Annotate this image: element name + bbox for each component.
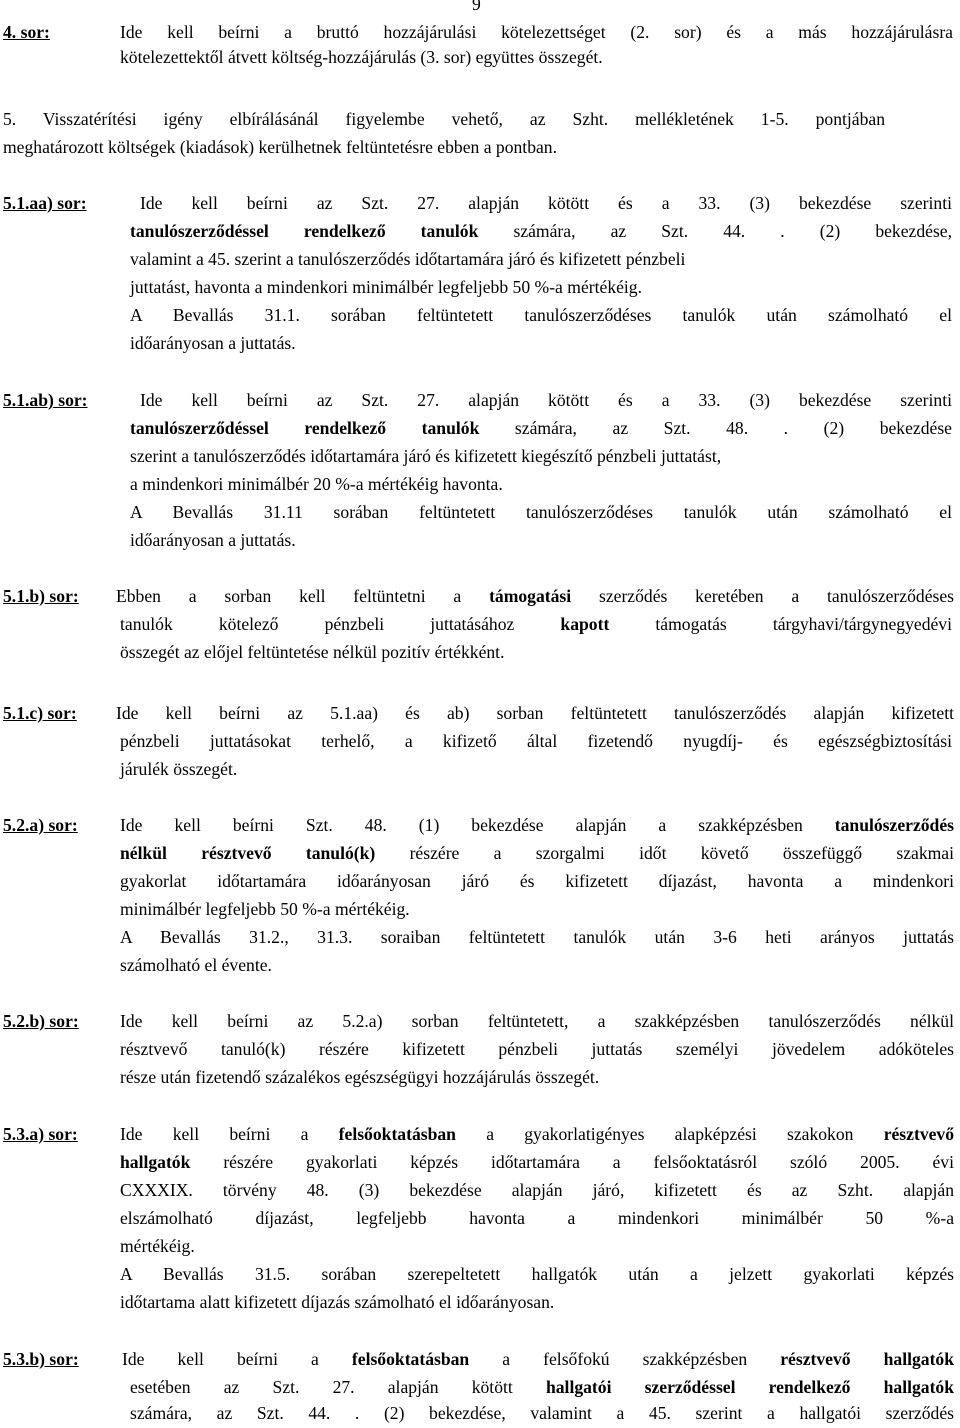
text-line: része után fizetendő százalékos egészségügyi hozzájárulás összegét. <box>120 1067 600 1087</box>
text-line: összegét az előjel feltüntetése nélkül pozitív értékként. <box>120 642 505 662</box>
text-line: minimálbér legfeljebb 50 %-a mértékéig. <box>120 899 410 919</box>
text-line: a mindenkori minimálbér 20 %-a mértékéig havonta. <box>130 474 503 494</box>
text-line <box>130 1377 954 1398</box>
text-line: résztvevő tanuló(k) részére kifizetett pénzbeli juttatás személyi jövedelem adóköteles <box>120 1039 954 1059</box>
text-line <box>120 815 954 836</box>
text-line <box>130 418 952 439</box>
section-label-5-2-b: 5.2.b) sor: <box>3 1011 79 1031</box>
text-line: meghatározott költségek (kiadások) kerülhetnek feltüntetésre ebben a pontban. <box>3 137 557 157</box>
text-line: időarányosan a juttatás. <box>130 333 296 353</box>
text-line: kötelezettektől átvett költség-hozzájárulás (3. sor) együttes összegét. <box>120 47 603 67</box>
bold-phrase: tanulószerződés <box>834 815 954 835</box>
text-line: valamint a 45. szerint a tanulószerződés időtartamára járó és kifizetett pénzbeli <box>130 249 686 269</box>
text-line: gyakorlat időtartamára időarányosan járó és kifizetett díjazást, havonta a mindenkori <box>120 871 954 891</box>
bold-phrase: nélkül résztvevő tanuló(k) <box>120 843 376 863</box>
bold-phrase: résztvevő hallgatók <box>780 1349 955 1369</box>
section-label-5-1-aa: 5.1.aa) sor: <box>3 193 87 213</box>
text-segment: Ide kell beírni a <box>120 1124 309 1144</box>
bold-phrase: felsőoktatásban <box>351 1349 470 1369</box>
text-segment: esetében az Szt. 27. alapján kötött <box>130 1377 513 1397</box>
text-line: elszámolható díjazást, legfeljebb havonta a mindenkori minimálbér 50 %-a <box>120 1208 954 1228</box>
text-segment: tanulók kötelező pénzbeli juttatásához <box>120 614 515 634</box>
text-line <box>116 586 954 607</box>
section-label-5-1-b: 5.1.b) sor: <box>3 586 79 606</box>
text-line: Ide kell beírni a bruttó hozzájárulási kötelezettséget (2. sor) és a más hozzájárulásra <box>120 22 953 42</box>
text-segment: Ebben a sorban kell feltüntetni a <box>116 586 462 606</box>
text-line: A Bevallás 31.2., 31.3. soraiban feltüntetett tanulók után 3-6 heti arányos juttatás <box>120 927 954 947</box>
text-line <box>120 1152 954 1173</box>
text-line: pénzbeli juttatásokat terhelő, a kifizető által fizetendő nyugdíj- és egészségbiztosítási <box>120 731 952 751</box>
bold-phrase: résztvevő <box>883 1124 955 1144</box>
bold-phrase: kapott <box>560 614 610 634</box>
text-line <box>130 221 952 242</box>
text-line <box>122 1349 954 1370</box>
text-segment: Ide kell beírni Szt. 48. (1) bekezdése alapján a szakképzésben <box>120 815 803 835</box>
text-segment: Ide kell beírni a <box>122 1349 319 1369</box>
text-segment: a gyakorlatigényes alapképzési szakokon <box>486 1124 854 1144</box>
section-label-5-1-ab: 5.1.ab) sor: <box>3 390 88 410</box>
text-line: számolható el évente. <box>120 955 272 975</box>
text-line: Ide kell beírni az 5.1.aa) és ab) sorban feltüntetett tanulószerződés alapján kifizetett <box>116 703 954 723</box>
text-line: szerint a tanulószerződés időtartamára járó és kifizetett kiegészítő pénzbeli juttatást, <box>130 446 722 466</box>
text-segment: számára, az Szt. 44. . (2) bekezdése, <box>513 221 952 241</box>
text-line <box>120 614 952 635</box>
text-line: Ide kell beírni az 5.2.a) sorban feltüntetett, a szakképzésben tanulószerződés nélkül <box>120 1011 954 1031</box>
text-line: juttatást, havonta a mindenkori minimálbér legfeljebb 50 %-a mértékéig. <box>130 277 643 297</box>
page-number: 9 <box>472 0 481 14</box>
bold-phrase: tanulószerződéssel rendelkező tanulók <box>130 418 480 438</box>
bold-phrase: támogatási <box>489 586 572 606</box>
section-label-4: 4. sor: <box>3 22 50 42</box>
text-line <box>120 843 954 864</box>
text-line <box>120 1124 954 1145</box>
section-label-5-3-a: 5.3.a) sor: <box>3 1124 78 1144</box>
text-line: időarányosan a juttatás. <box>130 530 296 550</box>
text-segment: szerződés keretében a tanulószerződéses <box>598 586 955 606</box>
text-segment: részére a szorgalmi időt követő összefüggő szakmai <box>409 843 954 863</box>
text-segment: számára, az Szt. 48. . (2) bekezdése <box>514 418 952 438</box>
text-line: Ide kell beírni az Szt. 27. alapján kötött és a 33. (3) bekezdése szerinti <box>140 390 952 410</box>
text-line: CXXXIX. törvény 48. (3) bekezdése alapján járó, kifizetett és az Szht. alapján <box>120 1180 954 1200</box>
section-label-5-3-b: 5.3.b) sor: <box>3 1349 79 1369</box>
text-line: 5. Visszatérítési igény elbírálásánál figyelembe vehető, az Szht. mellékletének 1-5. pontjában <box>3 109 885 129</box>
text-line: A Bevallás 31.5. sorában szerepeltetett hallgatók után a jelzett gyakorlati képzés <box>120 1264 954 1284</box>
section-label-5-2-a: 5.2.a) sor: <box>3 815 78 835</box>
text-segment: a felsőfokú szakképzésben <box>502 1349 748 1369</box>
text-line: számára, az Szt. 44. . (2) bekezdése, valamint a 45. szerint a hallgatói szerződés <box>130 1403 954 1423</box>
text-line: Ide kell beírni az Szt. 27. alapján kötött és a 33. (3) bekezdése szerinti <box>140 193 952 213</box>
text-segment: támogatás tárgyhavi/tárgynegyedévi <box>655 614 952 634</box>
text-line: időtartama alatt kifizetett díjazás számolható el időarányosan. <box>120 1292 555 1312</box>
text-segment: részére gyakorlati képzés időtartamára a felsőoktatásról szóló 2005. évi <box>223 1152 954 1172</box>
text-line: A Bevallás 31.11 sorában feltüntetett tanulószerződéses tanulók után számolható el <box>130 502 952 522</box>
bold-phrase: hallgatók <box>120 1152 191 1172</box>
bold-phrase: felsőoktatásban <box>338 1124 456 1144</box>
section-label-5-1-c: 5.1.c) sor: <box>3 703 77 723</box>
bold-phrase: tanulószerződéssel rendelkező tanulók <box>130 221 479 241</box>
bold-phrase: hallgatói szerződéssel rendelkező hallgatók <box>545 1377 955 1397</box>
text-line: járulék összegét. <box>120 759 238 779</box>
text-line: mértékéig. <box>120 1236 195 1256</box>
text-line: A Bevallás 31.1. sorában feltüntetett tanulószerződéses tanulók után számolható el <box>130 305 952 325</box>
